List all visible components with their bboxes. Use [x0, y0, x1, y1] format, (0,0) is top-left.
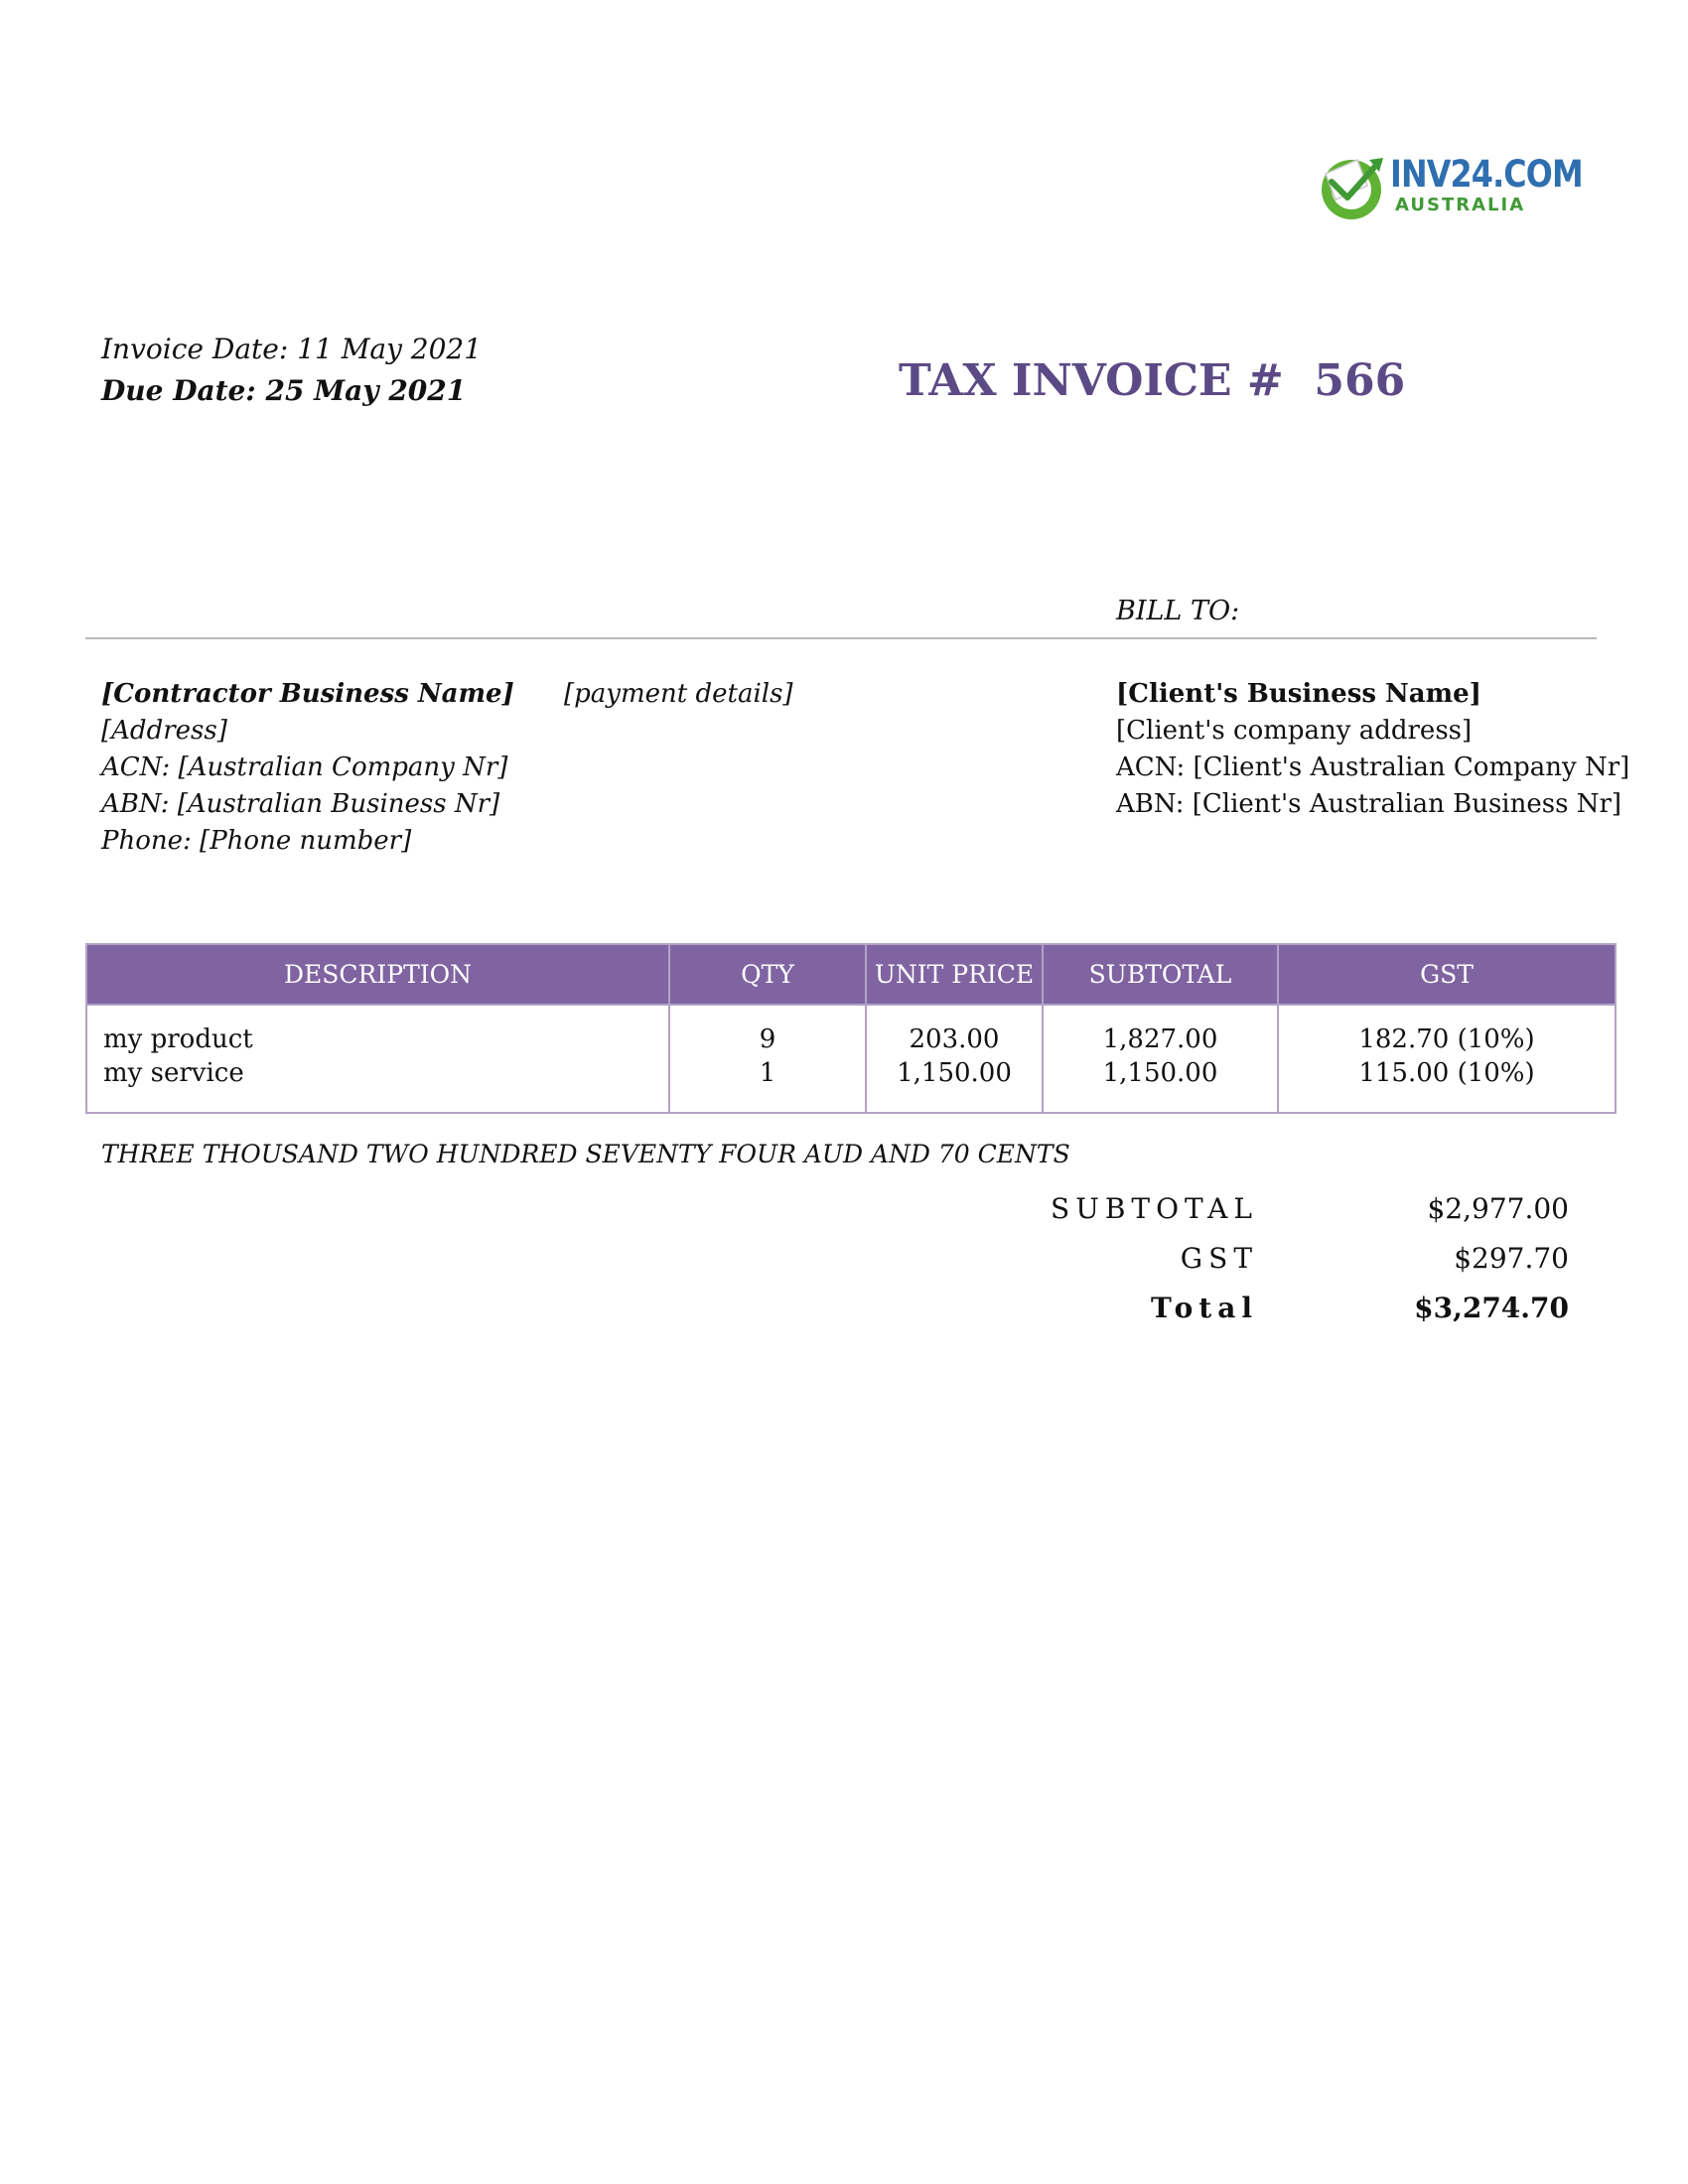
table-header-row [86, 944, 1616, 1005]
table-body-row [86, 1005, 1616, 1113]
contractor-details [101, 676, 514, 860]
invoice-dates [101, 329, 482, 412]
contractor-address: [Address] [101, 716, 227, 746]
contractor-abn: ABN: [Australian Business Nr] [101, 789, 500, 819]
amount-in-words: THREE THOUSAND TWO HUNDRED SEVENTY FOUR AUD AND 70 CENTS [101, 1140, 1070, 1168]
client-address: [Client's company address] [1116, 716, 1473, 746]
table-row-unit-price: 203.00 [909, 1024, 1000, 1054]
table-row-gst: 115.00 (10%) [1358, 1058, 1535, 1088]
header-qty: QTY [669, 944, 866, 1005]
table-row-subtotal: 1,827.00 [1102, 1024, 1218, 1054]
subtotal-label: SUBTOTAL [1051, 1192, 1258, 1225]
envelope-arrow-logo-icon [1318, 152, 1389, 223]
table-row-description: my product [103, 1024, 253, 1054]
header-subtotal: SUBTOTAL [1043, 944, 1278, 1005]
gst-row [1033, 1242, 1569, 1295]
table-row-unit-price: 1,150.00 [897, 1058, 1012, 1088]
unit-price-cell [866, 1005, 1043, 1113]
table-row-qty: 1 [759, 1058, 776, 1088]
table-row-qty: 9 [759, 1024, 776, 1054]
totals-summary [1033, 1192, 1569, 1344]
invoice-title: TAX INVOICE # 566 [899, 355, 1406, 406]
header-unit-price: UNIT PRICE [866, 944, 1043, 1005]
header-gst: GST [1278, 944, 1616, 1005]
client-abn: ABN: [Client's Australian Business Nr] [1116, 789, 1622, 819]
total-value: $3,274.70 [1414, 1292, 1569, 1324]
subtotal-cell [1043, 1005, 1278, 1113]
divider [85, 637, 1597, 639]
contractor-phone: Phone: [Phone number] [101, 826, 412, 856]
due-date: Due Date: 25 May 2021 [101, 374, 467, 407]
company-logo [1318, 152, 1583, 226]
total-row [1033, 1292, 1569, 1344]
invoice-date: Invoice Date: 11 May 2021 [101, 333, 483, 365]
payment-details: [payment details] [564, 679, 793, 709]
logo-main-text: INV24.COM [1390, 153, 1583, 196]
subtotal-row [1033, 1192, 1569, 1245]
client-acn: ACN: [Client's Australian Company Nr] [1116, 752, 1630, 782]
header-description: DESCRIPTION [86, 944, 669, 1005]
description-cell [86, 1005, 669, 1113]
table-row-subtotal: 1,150.00 [1102, 1058, 1218, 1088]
gst-cell [1278, 1005, 1616, 1113]
client-details [1116, 676, 1629, 823]
subtotal-value: $2,977.00 [1427, 1192, 1569, 1225]
bill-to-label: BILL TO: [1116, 596, 1240, 626]
gst-label: GST [1180, 1242, 1258, 1275]
contractor-name: [Contractor Business Name] [101, 679, 514, 709]
logo-sub-text: AUSTRALIA [1395, 195, 1526, 215]
total-label: Total [1150, 1292, 1258, 1324]
table-row-description: my service [103, 1058, 244, 1088]
client-name: [Client's Business Name] [1116, 679, 1481, 709]
table-row-gst: 182.70 (10%) [1358, 1024, 1535, 1054]
contractor-acn: ACN: [Australian Company Nr] [101, 752, 508, 782]
gst-value: $297.70 [1454, 1242, 1569, 1275]
line-items-table [85, 943, 1617, 1114]
qty-cell [669, 1005, 866, 1113]
